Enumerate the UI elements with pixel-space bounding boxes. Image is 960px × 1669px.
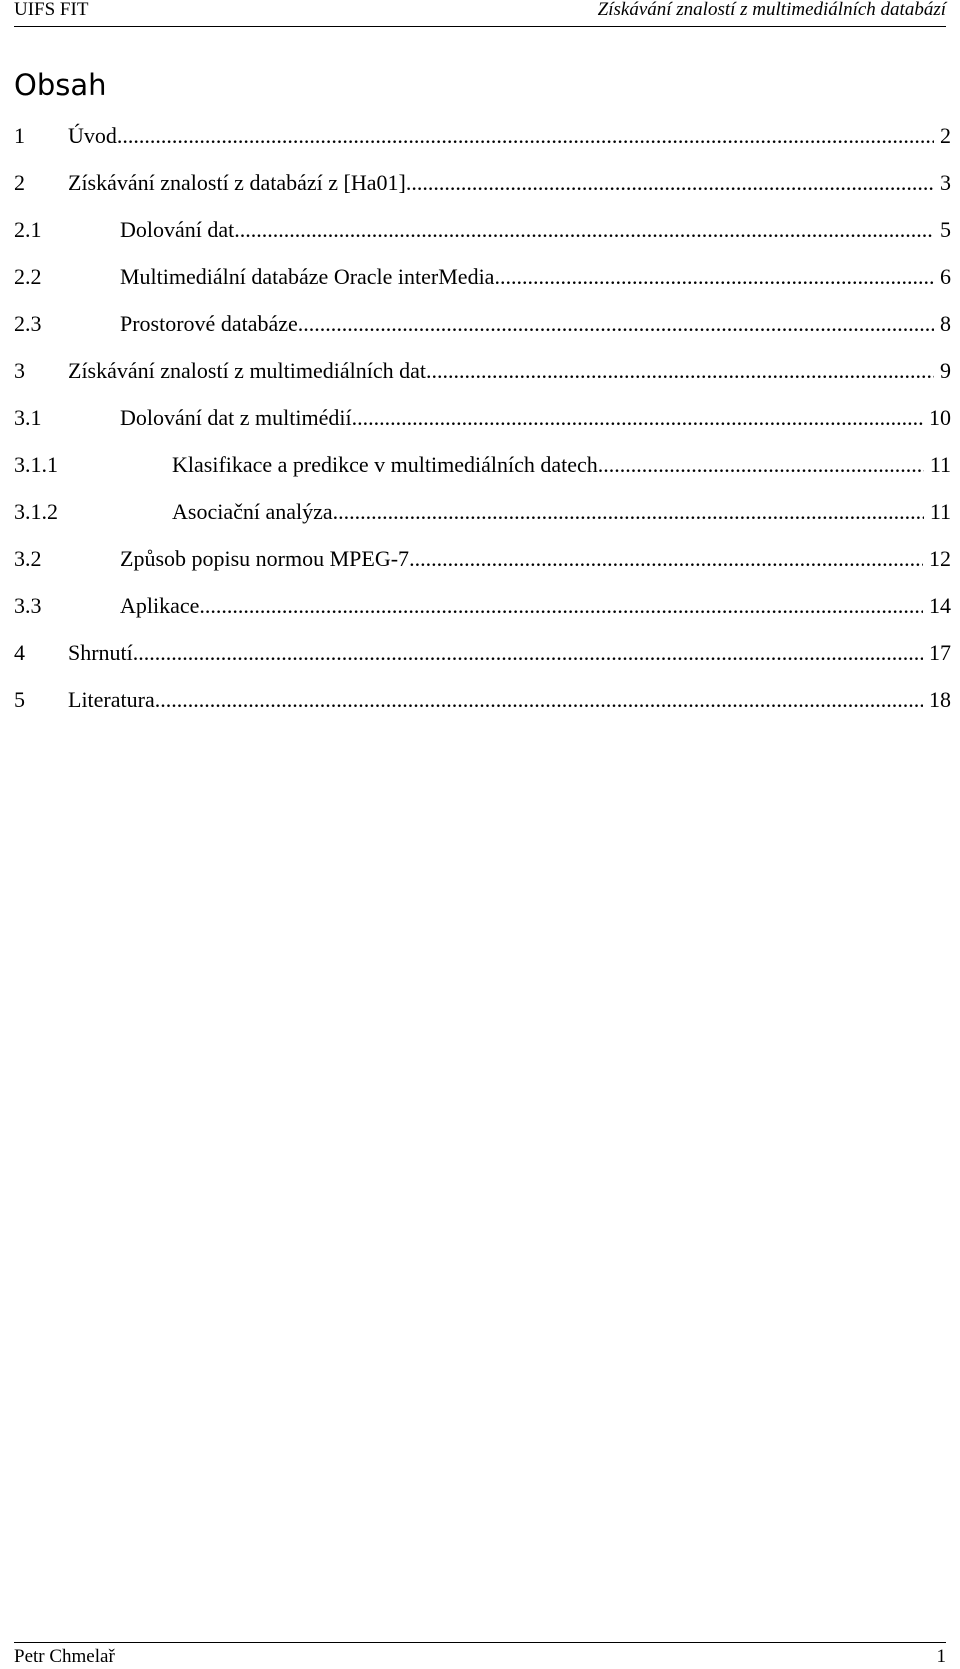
toc-entry-number: 4 [14, 640, 25, 665]
toc-entry-title: Prostorové databáze [120, 311, 298, 336]
footer-author: Petr Chmelař [14, 1646, 115, 1667]
toc-entry-number: 2 [14, 170, 25, 195]
toc-entry-number: 3 [14, 358, 25, 383]
toc-entry-title: Způsob popisu normou MPEG-7 [120, 546, 410, 571]
toc-entry-title: Multimediální databáze Oracle interMedia [120, 264, 495, 289]
header-document-title: Získávání znalostí z multimediálních databází [597, 0, 946, 20]
toc-entry-title: Získávání znalostí z multimediálních dat [68, 358, 427, 383]
toc-entry-page: 17 [929, 640, 951, 665]
toc-entry[interactable] [14, 641, 951, 688]
table-of-contents [14, 124, 951, 735]
toc-entry-number: 3.3 [14, 593, 42, 618]
page-header [14, 0, 946, 27]
toc-entry-page: 8 [940, 311, 951, 336]
footer-page-number: 1 [936, 1646, 946, 1667]
toc-entry[interactable] [14, 594, 951, 641]
toc-entry-number: 1 [14, 123, 25, 148]
toc-heading: Obsah [14, 68, 107, 102]
toc-entry[interactable] [14, 453, 951, 500]
toc-entry-number: 2.1 [14, 217, 42, 242]
page-footer [14, 1642, 946, 1669]
toc-entry-title: Shrnutí [68, 640, 133, 665]
toc-dot-leader [199, 594, 923, 618]
toc-dot-leader [298, 312, 934, 336]
toc-entry-title: Literatura [68, 687, 155, 712]
toc-entry-page: 18 [929, 687, 951, 712]
toc-dot-leader [155, 688, 923, 712]
toc-entry-number: 3.1.2 [14, 499, 58, 524]
toc-dot-leader [117, 124, 934, 148]
toc-entry[interactable] [14, 500, 951, 547]
toc-entry[interactable] [14, 171, 951, 218]
toc-entry[interactable] [14, 218, 951, 265]
toc-entry[interactable] [14, 359, 951, 406]
toc-entry-page: 2 [940, 123, 951, 148]
toc-entry-title: Úvod [68, 123, 117, 148]
toc-entry[interactable] [14, 547, 951, 594]
toc-dot-leader [406, 171, 934, 195]
toc-entry-title: Dolování dat z multimédií [120, 405, 352, 430]
toc-entry-page: 5 [940, 217, 951, 242]
toc-entry-page: 11 [929, 499, 951, 524]
toc-entry-number: 3.1.1 [14, 452, 58, 477]
toc-dot-leader [598, 453, 924, 477]
toc-entry-number: 2.2 [14, 264, 42, 289]
toc-dot-leader [133, 641, 923, 665]
toc-entry[interactable] [14, 688, 951, 735]
toc-entry-number: 5 [14, 687, 25, 712]
toc-entry-page: 11 [929, 452, 951, 477]
toc-entry-page: 9 [940, 358, 951, 383]
toc-dot-leader [333, 500, 924, 524]
toc-entry[interactable] [14, 312, 951, 359]
toc-dot-leader [352, 406, 923, 430]
toc-entry-title: Získávání znalostí z databází z [Ha01] [68, 170, 406, 195]
toc-dot-leader [494, 265, 934, 289]
toc-entry-page: 6 [940, 264, 951, 289]
toc-entry-number: 2.3 [14, 311, 42, 336]
toc-entry[interactable] [14, 265, 951, 312]
toc-entry-title: Dolování dat [120, 217, 235, 242]
toc-dot-leader [234, 218, 934, 242]
toc-dot-leader [409, 547, 923, 571]
header-institution: UIFS FIT [14, 0, 89, 20]
toc-entry-number: 3.2 [14, 546, 42, 571]
toc-entry[interactable] [14, 406, 951, 453]
toc-entry-title: Asociační analýza [172, 499, 333, 524]
toc-entry-page: 14 [929, 593, 951, 618]
toc-entry-title: Klasifikace a predikce v multimediálních datech [172, 452, 598, 477]
toc-entry-page: 10 [929, 405, 951, 430]
toc-entry[interactable] [14, 124, 951, 171]
toc-entry-title: Aplikace [120, 593, 200, 618]
toc-entry-page: 12 [929, 546, 951, 571]
toc-entry-page: 3 [940, 170, 951, 195]
toc-entry-number: 3.1 [14, 405, 42, 430]
toc-dot-leader [426, 359, 934, 383]
